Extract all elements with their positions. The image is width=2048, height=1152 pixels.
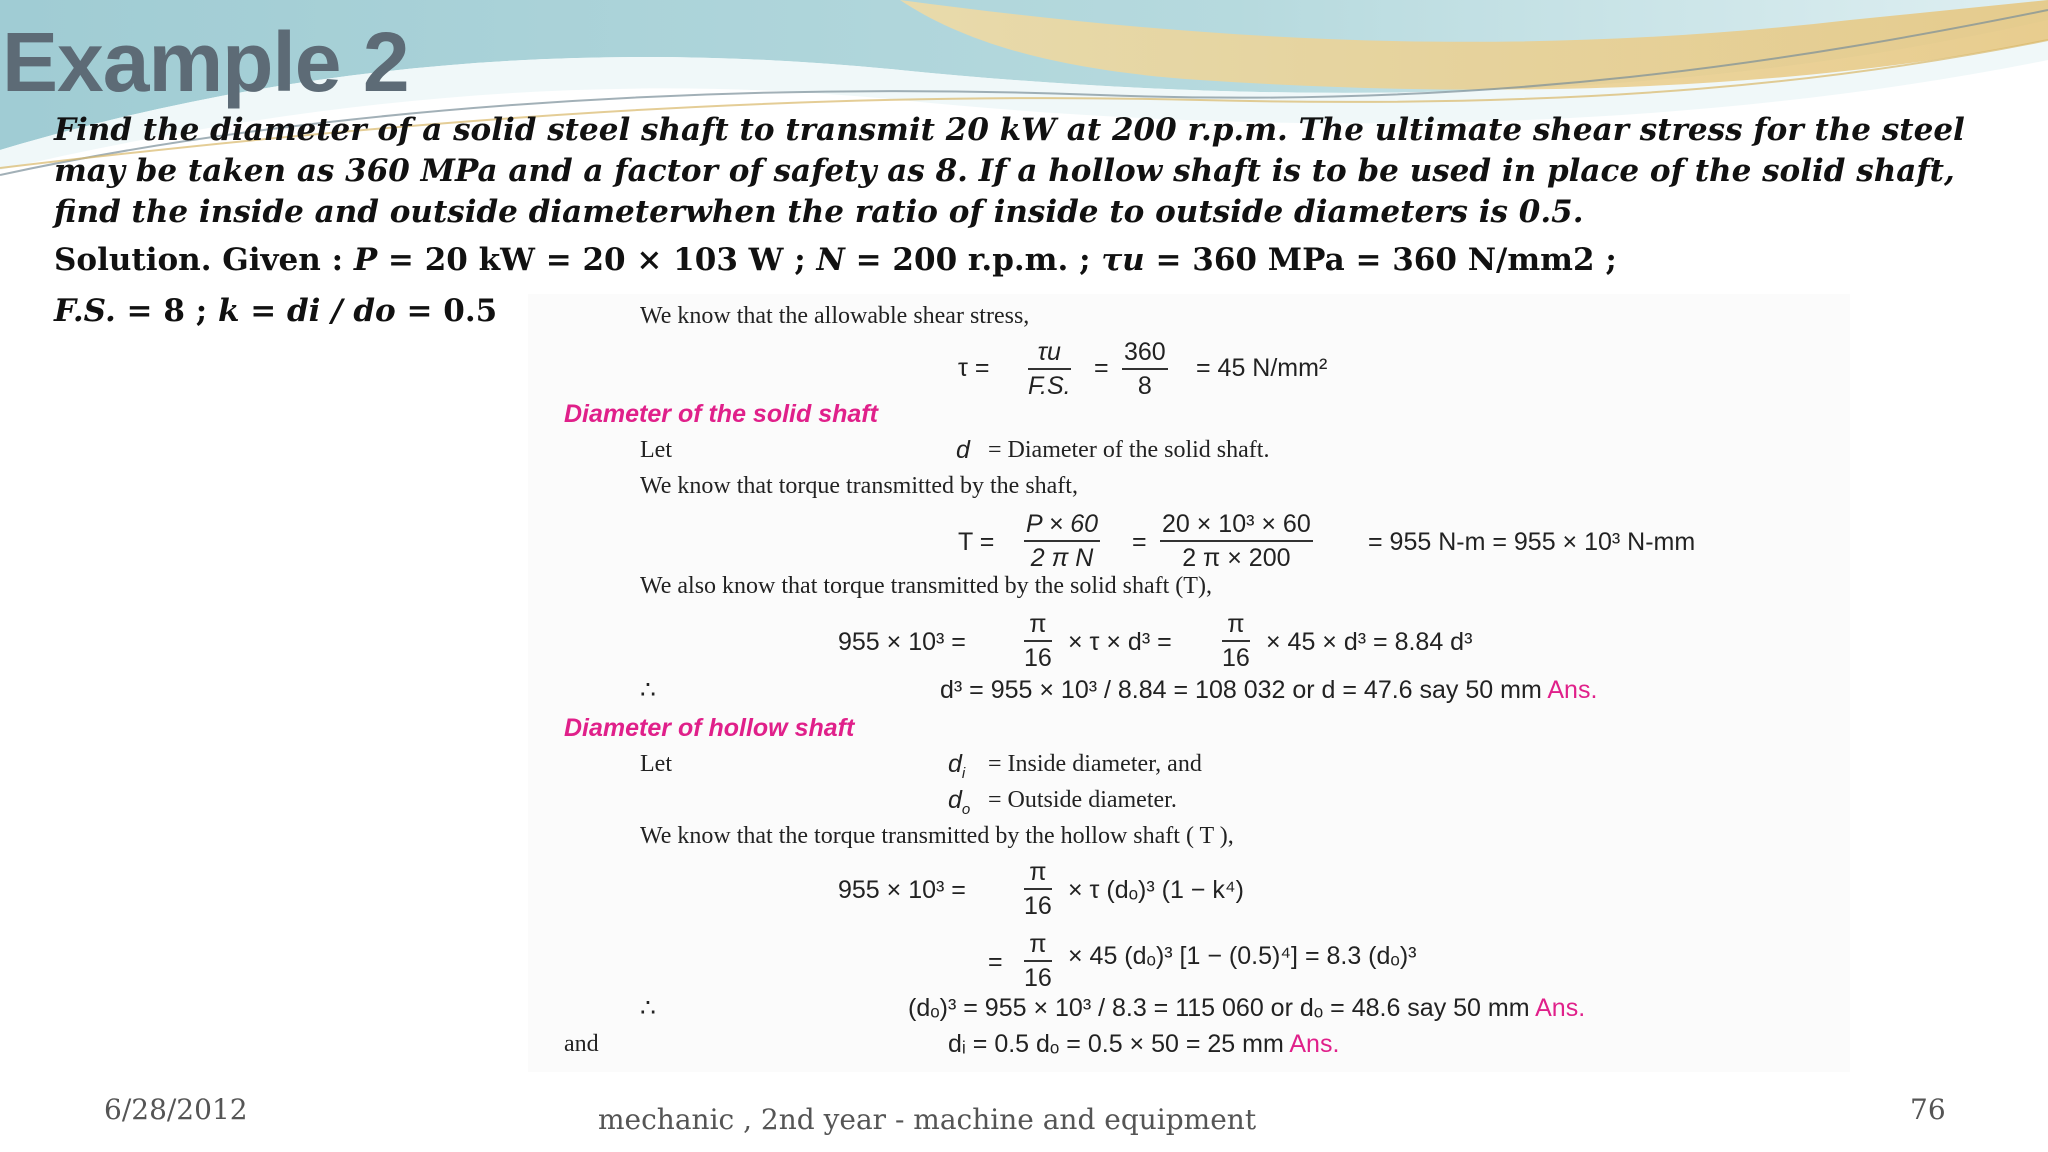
answer-label-1: Ans. bbox=[1541, 676, 1598, 704]
ratio-value: = 0.5 bbox=[395, 293, 498, 329]
torque-fraction-2 bbox=[1160, 512, 1313, 571]
heading-hollow-shaft: Diameter of hollow shaft bbox=[564, 714, 855, 742]
di-equation-text: dᵢ = 0.5 dₒ = 0.5 × 50 = 25 mm bbox=[948, 1030, 1284, 1058]
torque-numerator-2: 20 × 10³ × 60 bbox=[1160, 512, 1313, 542]
therefore-symbol-1: ∴ bbox=[640, 676, 656, 704]
torque-denominator-2: 2 π × 200 bbox=[1182, 544, 1291, 572]
answer-label-3: Ans. bbox=[1283, 1030, 1340, 1058]
footer-date: 6/28/2012 bbox=[104, 1093, 248, 1126]
tau-fraction-1 bbox=[1028, 340, 1071, 399]
tau-lhs: τ = bbox=[958, 354, 990, 382]
let-label-1: Let bbox=[640, 437, 672, 463]
torque-equals: = bbox=[1132, 528, 1147, 556]
tau-equals: = bbox=[1094, 354, 1109, 382]
do-subscript: o bbox=[961, 801, 971, 818]
d-cubed-text: d³ = 955 × 10³ / 8.84 = 108 032 or d = 47.6 say 50 mm bbox=[940, 676, 1542, 704]
given-line-1 bbox=[54, 242, 1617, 278]
torque-lhs: T = bbox=[958, 528, 995, 556]
hollow-eq-2-numerator: π bbox=[1024, 932, 1052, 962]
tau-denominator: F.S. bbox=[1028, 372, 1071, 400]
torque-denominator-1: 2 π N bbox=[1030, 544, 1094, 572]
solid-eq-numerator-2: π bbox=[1222, 612, 1250, 642]
and-label: and bbox=[564, 1031, 599, 1057]
tau-numerator-2: 360 bbox=[1122, 340, 1168, 370]
power-value: = 20 kW = 20 × 103 W ; bbox=[377, 242, 817, 278]
hollow-eq-1-denominator: 16 bbox=[1024, 892, 1052, 920]
shear-stress-symbol: τu bbox=[1101, 242, 1145, 278]
hollow-eq-2-denominator: 16 bbox=[1024, 964, 1052, 992]
given-prefix: Solution. Given : bbox=[54, 242, 354, 278]
heading-solid-shaft: Diameter of the solid shaft bbox=[564, 400, 878, 428]
power-symbol: P bbox=[353, 242, 378, 278]
solid-eq-denominator-2: 16 bbox=[1222, 644, 1250, 672]
safety-factor-symbol: F.S. bbox=[54, 293, 116, 329]
do-symbol bbox=[948, 788, 970, 817]
torque-fraction-1 bbox=[1024, 512, 1100, 571]
do-symbol-letter: d bbox=[948, 786, 962, 814]
speed-value: = 200 r.p.m. ; bbox=[844, 242, 1102, 278]
therefore-symbol-2: ∴ bbox=[640, 994, 656, 1022]
solid-eq-result: × 45 × d³ = 8.84 d³ bbox=[1266, 628, 1473, 656]
d-symbol: d bbox=[956, 436, 970, 464]
solid-eq-fraction-2 bbox=[1222, 612, 1250, 671]
solid-eq-denominator-1: 16 bbox=[1024, 644, 1052, 672]
answer-label-2: Ans. bbox=[1529, 994, 1586, 1022]
torque-intro: We know that torque transmitted by the shaft, bbox=[640, 473, 1078, 499]
di-definition: = Inside diameter, and bbox=[988, 751, 1202, 777]
solid-eq-lhs: 955 × 10³ = bbox=[838, 628, 966, 656]
di-symbol-letter: d bbox=[948, 750, 962, 778]
torque-solid-intro: We also know that torque transmitted by the solid shaft (T), bbox=[640, 573, 1212, 599]
di-subscript: i bbox=[961, 765, 966, 782]
hollow-eq-2-fraction bbox=[1024, 932, 1052, 991]
solid-eq-numerator-1: π bbox=[1024, 612, 1052, 642]
hollow-eq-1-lhs: 955 × 10³ = bbox=[838, 876, 966, 904]
hollow-eq-1-result: × τ (dₒ)³ (1 − k⁴) bbox=[1068, 876, 1244, 904]
hollow-eq-1-numerator: π bbox=[1024, 860, 1052, 890]
tau-result: = 45 N/mm² bbox=[1196, 354, 1328, 382]
footer-page-number: 76 bbox=[1910, 1093, 1946, 1126]
do-cubed-equation bbox=[908, 996, 1585, 1021]
di-equation bbox=[948, 1032, 1339, 1057]
safety-factor-value: = 8 ; bbox=[115, 293, 218, 329]
solution-image bbox=[528, 294, 1850, 1072]
solid-eq-fraction-1 bbox=[1024, 612, 1052, 671]
allowable-stress-intro: We know that the allowable shear stress, bbox=[640, 303, 1030, 329]
d-definition: = Diameter of the solid shaft. bbox=[988, 437, 1270, 463]
ratio-expression: k = di / do bbox=[217, 293, 396, 329]
given-line-2 bbox=[54, 293, 498, 329]
slide-title: Example 2 bbox=[2, 15, 409, 109]
d-cubed-equation bbox=[940, 678, 1597, 703]
tau-numerator: τu bbox=[1028, 340, 1071, 370]
torque-numerator-1: P × 60 bbox=[1024, 512, 1100, 542]
solid-eq-middle: × τ × d³ = bbox=[1068, 628, 1172, 656]
footer-course: mechanic , 2nd year - machine and equipment bbox=[598, 1103, 1257, 1136]
hollow-eq-1-fraction bbox=[1024, 860, 1052, 919]
tau-denominator-2: 8 bbox=[1137, 372, 1152, 400]
problem-statement: Find the diameter of a solid steel shaft to transmit 20 kW at 200 r.p.m. The ultimate shear stress for the steel may be taken as 360 MPa and a factor of safety as 8. If a hollow shaft is to be used in place of the solid shaft, find the inside and outside diameterwhen the ratio of inside to outside diameters is 0.5. bbox=[54, 112, 1965, 230]
shear-stress-value: = 360 MPa = 360 N/mm2 ; bbox=[1144, 242, 1617, 278]
do-cubed-text: (dₒ)³ = 955 × 10³ / 8.3 = 115 060 or dₒ = 48.6 say 50 mm bbox=[908, 994, 1530, 1022]
tau-fraction-2 bbox=[1122, 340, 1168, 399]
torque-result: = 955 N-m = 955 × 10³ N-mm bbox=[1368, 528, 1696, 556]
do-definition: = Outside diameter. bbox=[988, 787, 1177, 813]
di-symbol bbox=[948, 752, 965, 781]
speed-symbol: N bbox=[816, 242, 845, 278]
let-label-2: Let bbox=[640, 751, 672, 777]
hollow-eq-2-result: × 45 (dₒ)³ [1 − (0.5)⁴] = 8.3 (dₒ)³ bbox=[1068, 942, 1417, 970]
hollow-eq-2-lhs: = bbox=[988, 948, 1003, 976]
torque-hollow-intro: We know that the torque transmitted by the hollow shaft ( T ), bbox=[640, 823, 1234, 849]
